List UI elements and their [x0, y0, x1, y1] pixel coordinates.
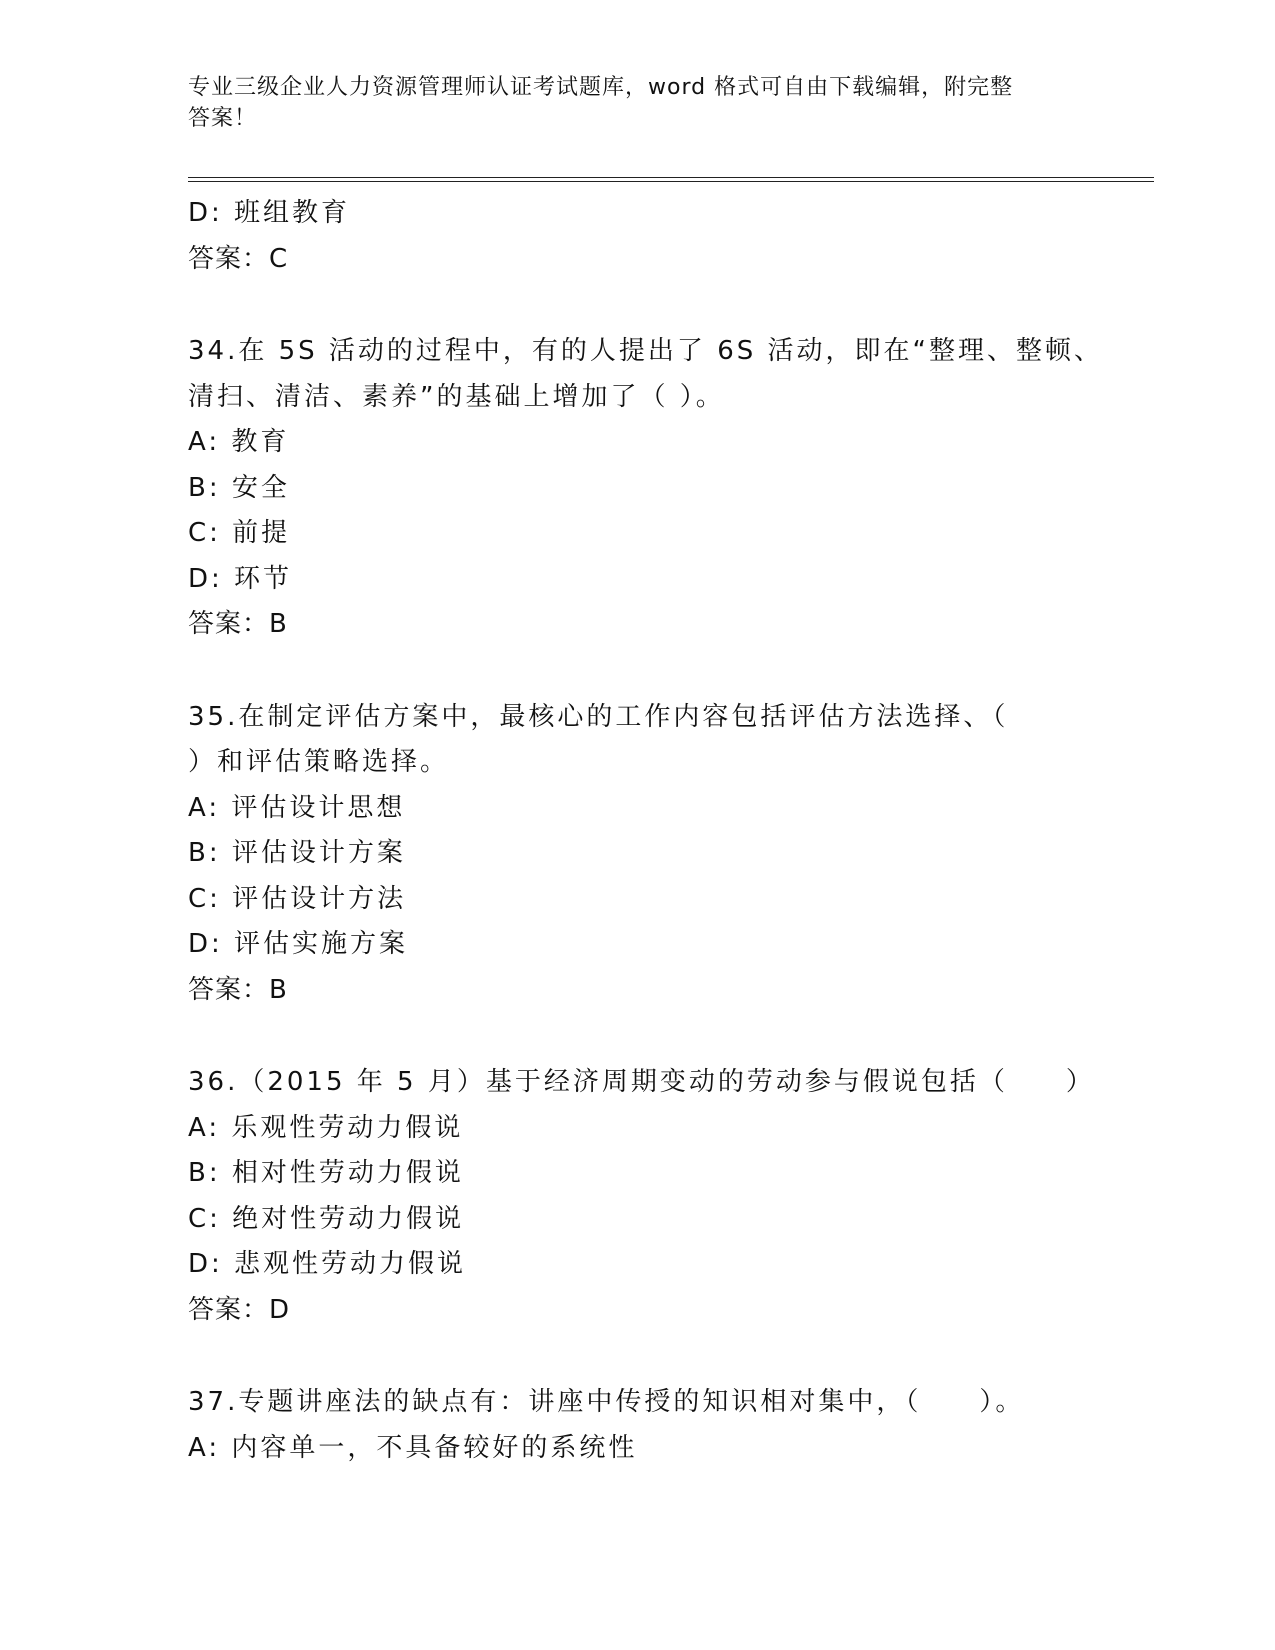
question-36-option-b: B: 相对性劳动力假说 [188, 1158, 464, 1188]
answer-line: 答案：C [188, 243, 289, 274]
spacer [188, 282, 1148, 329]
question-37-stem: 37.专题讲座法的缺点有：讲座中传授的知识相对集中，（ ）。 [188, 1387, 1025, 1417]
header-line-1: 专业三级企业人力资源管理师认证考试题库，word 格式可自由下载编辑，附完整 [188, 75, 1014, 100]
question-36-option-a: A: 乐观性劳动力假说 [188, 1112, 464, 1143]
option-d: D: 班组教育 [188, 198, 351, 228]
question-35-option-a: A: 评估设计思想 [188, 792, 406, 823]
question-35-stem-line-1: 35.在制定评估方案中，最核心的工作内容包括评估方法选择、（ [188, 701, 1009, 732]
question-37-option-a: A: 内容单一，不具备较好的系统性 [188, 1432, 638, 1463]
question-34-option-b: B: 安全 [188, 472, 290, 503]
spacer [188, 1333, 1148, 1380]
header-divider-top [188, 177, 1154, 178]
question-36-option-c: C: 绝对性劳动力假说 [188, 1203, 465, 1234]
header-divider-bottom [188, 181, 1154, 182]
header-line-2: 答案！ [188, 106, 258, 131]
question-35-answer: 答案：B [188, 974, 288, 1005]
question-34-stem-line-1: 34.在 5S 活动的过程中，有的人提出了 6S 活动，即在“整理、整顿、 [188, 336, 1103, 366]
question-35-option-c: C: 评估设计方法 [188, 883, 407, 914]
question-36-option-d: D: 悲观性劳动力假说 [188, 1249, 467, 1279]
page-header [188, 72, 1088, 134]
question-34-option-c: C: 前提 [188, 518, 291, 548]
question-35-option-d: D: 评估实施方案 [188, 929, 409, 959]
question-36-answer: 答案：D [188, 1294, 291, 1325]
question-34-answer: 答案：B [188, 609, 288, 639]
spacer [188, 648, 1148, 695]
question-34-option-a: A: 教育 [188, 427, 290, 457]
question-35-stem-line-2: ）和评估策略选择。 [188, 747, 450, 777]
question-34-stem-line-2: 清扫、清洁、素养”的基础上增加了（ ）。 [188, 381, 725, 412]
question-36-stem: 36.（2015 年 5 月）基于经济周期变动的劳动参与假说包括（ ） [188, 1067, 1095, 1097]
question-35-option-b: B: 评估设计方案 [188, 838, 406, 868]
question-34-option-d: D: 环节 [188, 563, 293, 594]
spacer [188, 1013, 1148, 1060]
question-list [188, 191, 1148, 1471]
